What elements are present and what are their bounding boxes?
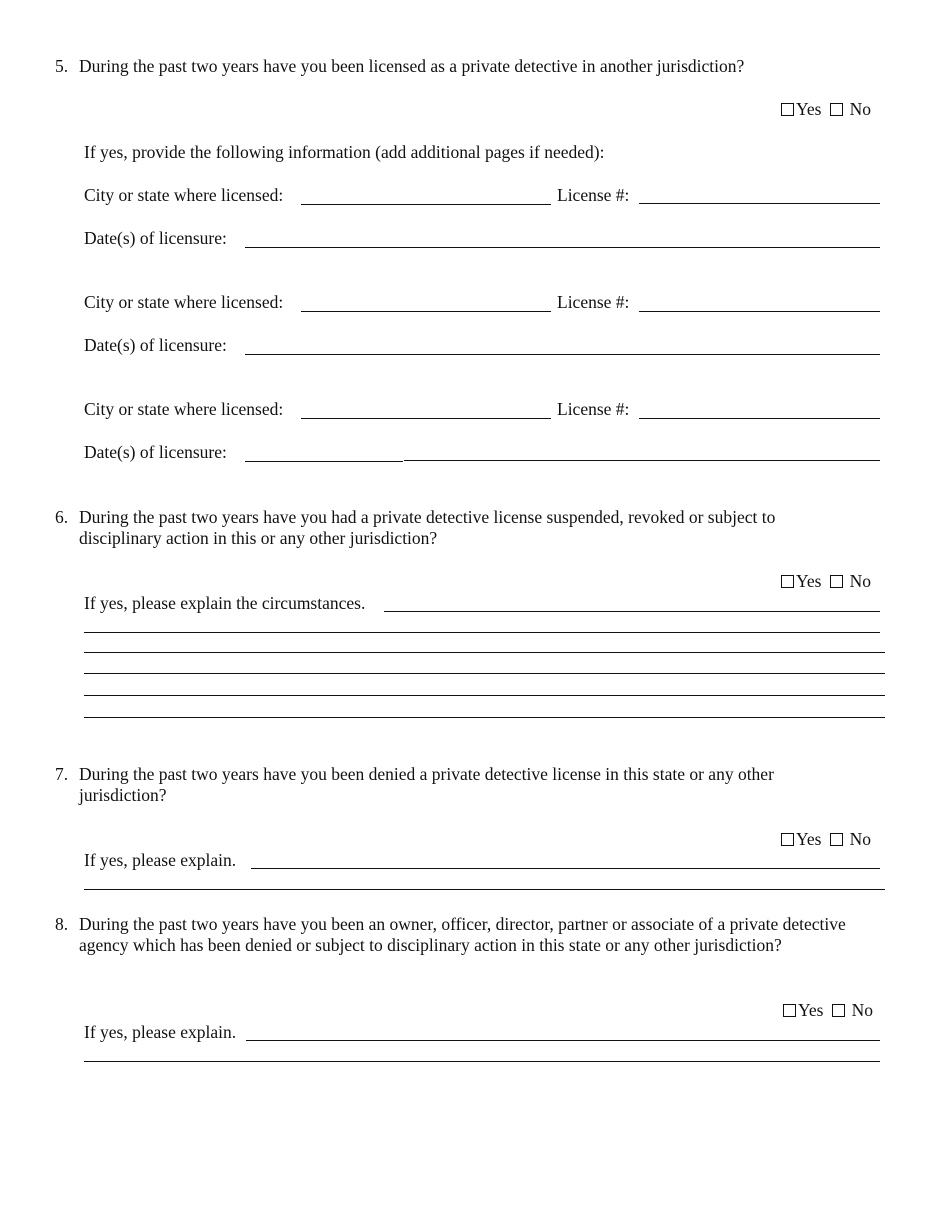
question-8 (55, 914, 855, 956)
question-7 (55, 764, 855, 806)
city-state-field-1[interactable] (301, 204, 551, 205)
q6-explain-field[interactable] (384, 611, 880, 612)
q6-explain-line[interactable] (84, 632, 880, 633)
q6-yes-checkbox[interactable] (781, 575, 794, 588)
q5-instruction: If yes, provide the following information (add additional pages if needed): (84, 142, 605, 162)
question-text: During the past two years have you had a private detective license suspended, revoked or subject to disciplinary action in this or any other jurisdiction? (79, 507, 776, 548)
question-number: 6. (55, 507, 69, 527)
q6-explain-label: If yes, please explain the circumstances. (84, 593, 366, 613)
question-number: 7. (55, 764, 69, 784)
license-number-field-2[interactable] (639, 311, 880, 312)
q7-yes-checkbox[interactable] (781, 833, 794, 846)
question-text: During the past two years have you been licensed as a private detective in another jurisdiction? (79, 56, 745, 76)
city-state-label: City or state where licensed: (84, 185, 284, 205)
q8-explain-label: If yes, please explain. (84, 1022, 237, 1042)
city-state-label: City or state where licensed: (84, 292, 284, 312)
city-state-field-3[interactable] (301, 418, 551, 419)
q8-yes-no: Yes No (783, 1000, 873, 1021)
q7-explain-line[interactable] (84, 889, 885, 890)
question-6 (55, 507, 855, 549)
dates-licensure-field-3b[interactable] (404, 460, 880, 461)
dates-licensure-label: Date(s) of licensure: (84, 442, 227, 462)
dates-licensure-field-3a[interactable] (245, 461, 403, 462)
q7-yes-no: Yes No (781, 829, 871, 850)
q8-explain-field[interactable] (246, 1040, 880, 1041)
q6-explain-line[interactable] (84, 652, 885, 653)
license-number-label: License #: (557, 292, 630, 312)
q5-yes-no: Yes No (781, 99, 871, 120)
q5-no-checkbox[interactable] (830, 103, 843, 116)
dates-licensure-field-2[interactable] (245, 354, 880, 355)
dates-licensure-label: Date(s) of licensure: (84, 228, 227, 248)
question-text: During the past two years have you been denied a private detective license in this state or any other jurisdiction? (79, 764, 774, 805)
question-text: During the past two years have you been an owner, officer, director, partner or associate of a private detective agency which has been denied or subject to disciplinary action in this state or any other jurisdiction? (79, 914, 846, 955)
question-number: 5. (55, 56, 69, 76)
city-state-label: City or state where licensed: (84, 399, 284, 419)
city-state-field-2[interactable] (301, 311, 551, 312)
license-number-field-3[interactable] (639, 418, 880, 419)
q6-no-checkbox[interactable] (830, 575, 843, 588)
q7-no-checkbox[interactable] (830, 833, 843, 846)
q8-no-checkbox[interactable] (832, 1004, 845, 1017)
license-number-label: License #: (557, 185, 630, 205)
q6-explain-line[interactable] (84, 673, 885, 674)
q7-explain-field[interactable] (251, 868, 880, 869)
q5-yes-checkbox[interactable] (781, 103, 794, 116)
q8-explain-line[interactable] (84, 1061, 880, 1062)
q8-yes-checkbox[interactable] (783, 1004, 796, 1017)
question-number: 8. (55, 914, 69, 934)
q6-explain-line[interactable] (84, 695, 885, 696)
dates-licensure-label: Date(s) of licensure: (84, 335, 227, 355)
license-number-field-1[interactable] (639, 203, 880, 204)
q6-explain-line[interactable] (84, 717, 885, 718)
q7-explain-label: If yes, please explain. (84, 850, 237, 870)
dates-licensure-field-1[interactable] (245, 247, 880, 248)
q6-yes-no: Yes No (781, 571, 871, 592)
question-5 (55, 56, 855, 77)
license-number-label: License #: (557, 399, 630, 419)
